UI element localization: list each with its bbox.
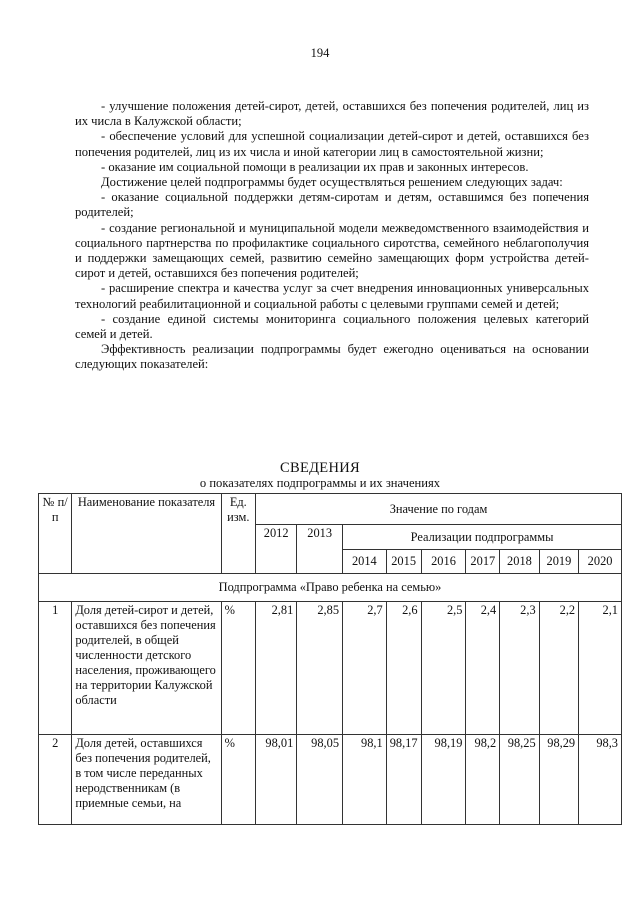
header-implementation: Реализации подпрограммы xyxy=(343,525,622,550)
paragraph: - обеспечение условий для успешной социализации детей-сирот и детей, оставшихся без попечения родителей, лиц из их числа и иной категории лиц в самостоятельной жизни; xyxy=(75,129,589,159)
section-title: Подпрограмма «Право ребенка на семью» xyxy=(39,574,622,602)
paragraph: Достижение целей подпрограммы будет осуществляться решением следующих задач: xyxy=(101,175,563,190)
row-value: 2,3 xyxy=(500,602,539,735)
row-value: 98,2 xyxy=(466,735,500,825)
row-value: 2,7 xyxy=(343,602,387,735)
paragraph: - оказание социальной поддержки детям-сиротам и детям, оставшимся без попечения родителей; xyxy=(75,190,589,220)
header-year: 2017 xyxy=(466,550,500,574)
row-value: 98,25 xyxy=(500,735,539,825)
row-value: 2,5 xyxy=(421,602,466,735)
row-value: 2,85 xyxy=(297,602,343,735)
header-year: 2013 xyxy=(297,525,343,574)
paragraph: - расширение спектра и качества услуг за счет внедрения инновационных универсальных технологий реабилитационной и социальной работы с целевыми группами семей и детей; xyxy=(75,281,589,311)
indicators-table xyxy=(38,493,622,825)
row-value: 98,01 xyxy=(256,735,297,825)
header-year: 2012 xyxy=(256,525,297,574)
row-value: 2,2 xyxy=(539,602,578,735)
row-name: Доля детей-сирот и детей, оставшихся без попечения родителей, в общей численности детского населения, проживающего на территории Калужской области xyxy=(72,602,221,735)
header-num: № п/п xyxy=(39,494,72,574)
row-value: 2,6 xyxy=(386,602,421,735)
header-values-by-year: Значение по годам xyxy=(256,494,622,525)
header-year: 2018 xyxy=(500,550,539,574)
table-row xyxy=(39,602,622,735)
row-unit: % xyxy=(221,735,255,825)
paragraph: - создание региональной и муниципальной модели межведомственного взаимодействия и социального партнерства по профилактике социального сиротства, семейного неблагополучия и поддержки замещающих семей, развитию семейно замещающих форм устройства детей-сирот и детей, оставшихся без попечения родителей; xyxy=(75,220,589,281)
paragraph: - оказание им социальной помощи в реализации их прав и законных интересов. xyxy=(101,159,529,174)
paragraph: Эффективность реализации подпрограммы будет ежегодно оцениваться на основании следующих показателей: xyxy=(75,342,589,372)
row-value: 98,29 xyxy=(539,735,578,825)
header-year: 2014 xyxy=(343,550,387,574)
table-row xyxy=(39,735,622,825)
row-value: 2,4 xyxy=(466,602,500,735)
row-value: 2,81 xyxy=(256,602,297,735)
row-num: 2 xyxy=(39,735,72,825)
paragraph: - создание единой системы мониторинга социального положения целевых категорий семей и детей. xyxy=(75,311,589,342)
header-unit: Ед. изм. xyxy=(221,494,255,574)
header-year: 2020 xyxy=(579,550,622,574)
header-year: 2019 xyxy=(539,550,578,574)
row-unit: % xyxy=(221,602,255,735)
row-value: 98,3 xyxy=(579,735,622,825)
paragraph: - улучшение положения детей-сирот, детей, оставшихся без попечения родителей, лиц из их числа в Калужской области; xyxy=(75,99,589,129)
page-number: 194 xyxy=(310,46,330,60)
row-num: 1 xyxy=(39,602,72,735)
table-heading: СВЕДЕНИЯ xyxy=(280,460,360,476)
row-value: 98,19 xyxy=(421,735,466,825)
row-value: 98,1 xyxy=(343,735,387,825)
header-name: Наименование показателя xyxy=(72,494,221,574)
row-value: 98,05 xyxy=(297,735,343,825)
table-subheading: о показателях подпрограммы и их значениях xyxy=(199,476,441,490)
row-name: Доля детей, оставшихся без попечения родителей, в том числе переданных неродственникам (в приемные семьи, на xyxy=(72,735,221,825)
row-value: 98,17 xyxy=(386,735,421,825)
header-year: 2015 xyxy=(386,550,421,574)
row-value: 2,1 xyxy=(579,602,622,735)
header-year: 2016 xyxy=(421,550,466,574)
